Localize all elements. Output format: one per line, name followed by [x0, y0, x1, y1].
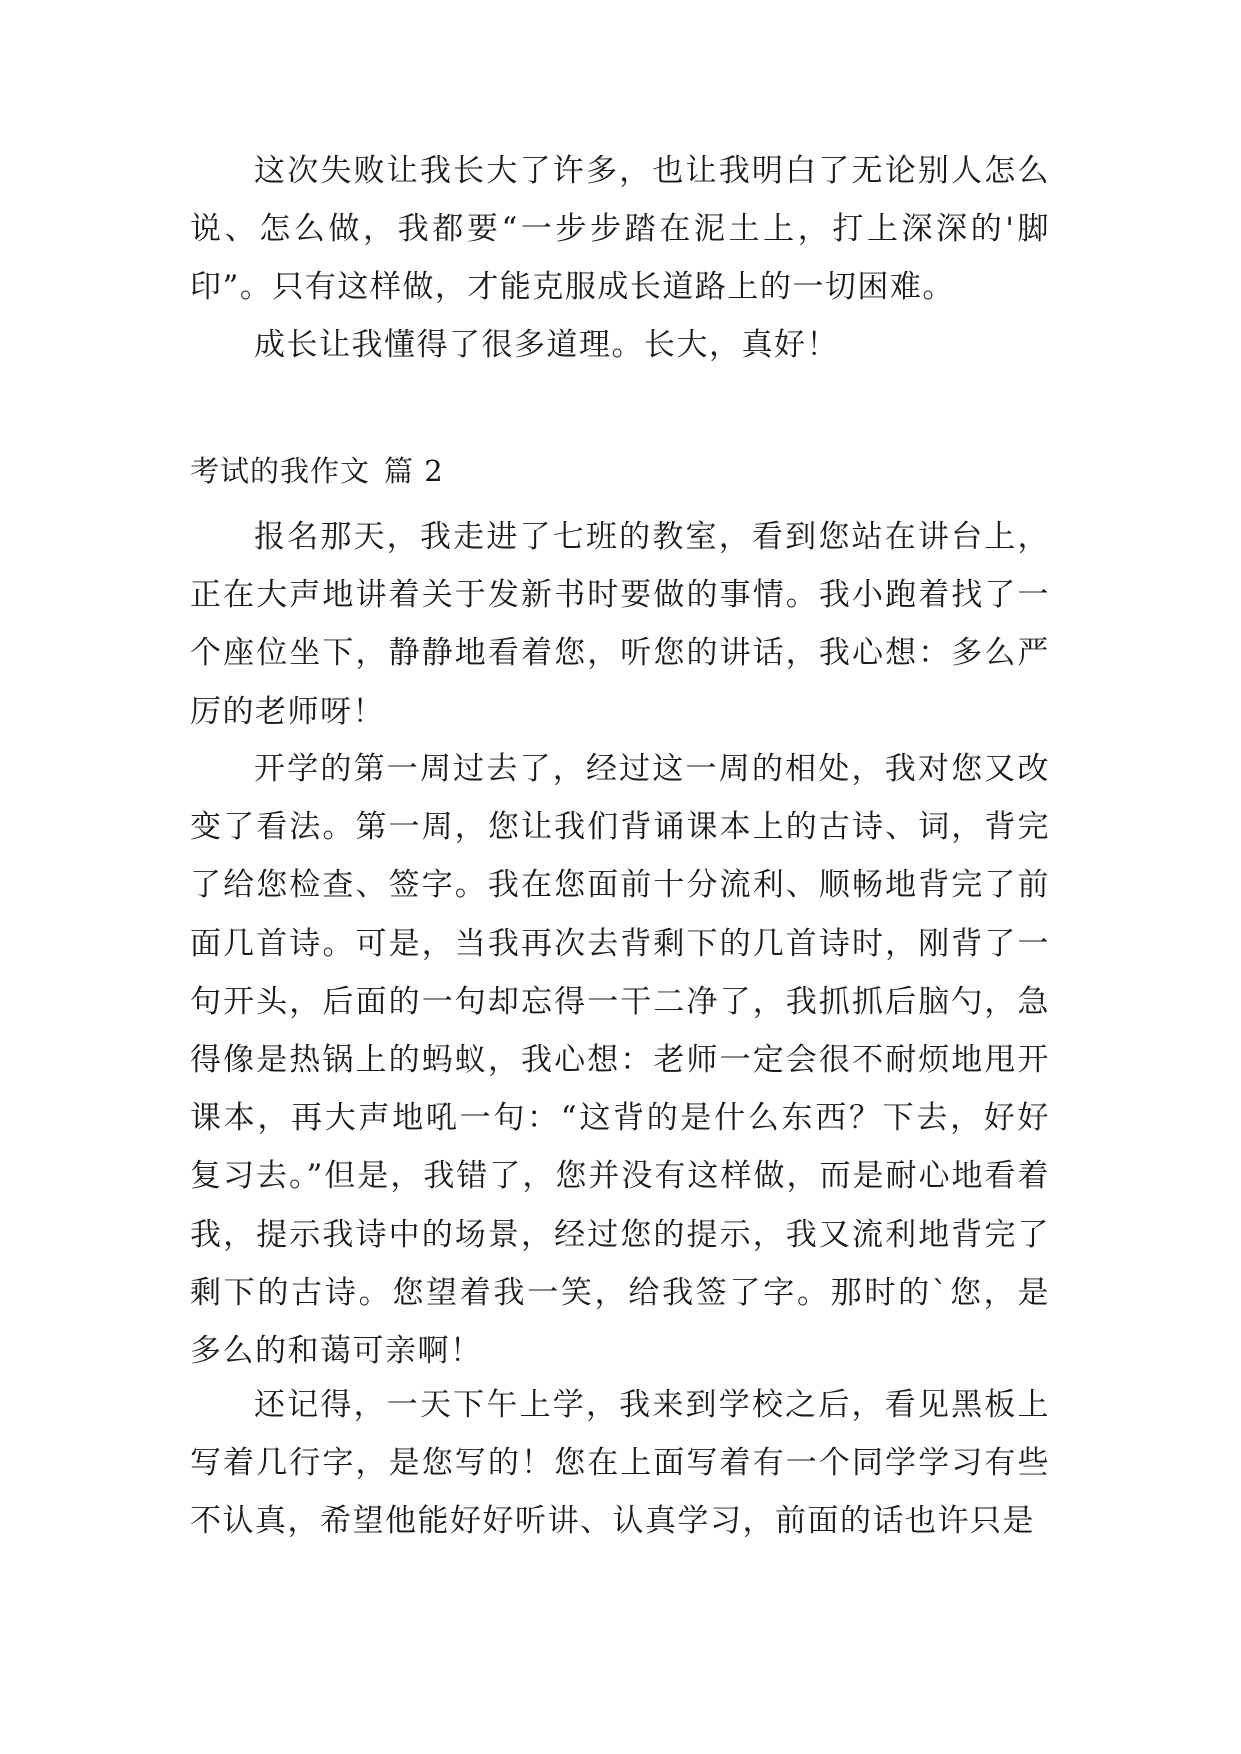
- paragraph-growth-lesson: 这次失败让我长大了许多，也让我明白了无论别人怎么说、怎么做，我都要“一步步踏在泥土上，打上深深的'脚印”。只有这样做，才能克服成长道路上的一切困难。: [190, 153, 1050, 306]
- section-heading: [190, 451, 444, 491]
- section-title: 考试的我作文: [190, 454, 371, 488]
- paragraph-afternoon-blackboard: 还记得，一天下午上学，我来到学校之后，看见黑板上写着几行字，是您写的！您在上面写着有一个同学学习有些不认真，希望他能好好听讲、认真学习，前面的话也许只是: [190, 1387, 1050, 1540]
- paragraph-registration-day: 报名那天，我走进了七班的教室，看到您站在讲台上，正在大声地讲着关于发新书时要做的事情。我小跑着找了一个座位坐下，静静地看着您，听您的讲话，我心想：多么严厉的老师呀！: [190, 519, 1050, 730]
- section-number: 篇 2: [384, 454, 444, 488]
- paragraph-growing-up: 成长让我懂得了很多道理。长大，真好！: [254, 327, 839, 363]
- paragraph-first-week: 开学的第一周过去了，经过这一周的相处，我对您又改变了看法。第一周，您让我们背诵课本上的古诗、词，背完了给您检查、签字。我在您面前十分流利、顺畅地背完了前面几首诗。可是，当我再次去背剩下的几首诗时，刚背了一句开头，后面的一句却忘得一干二净了，我抓抓后脑勺，急得像是热锅上的蚂蚁，我心想：老师一定会很不耐烦地甩开课本，再大声地吼一句：“这背的是什么东西？下去，好好复习去。”但是，我错了，您并没有这样做，而是耐心地看着我，提示我诗中的场景，经过您的提示，我又流利地背完了剩下的古诗。您望着我一笑，给我签了字。那时的`您，是多么的和蔼可亲啊！: [190, 751, 1050, 1370]
